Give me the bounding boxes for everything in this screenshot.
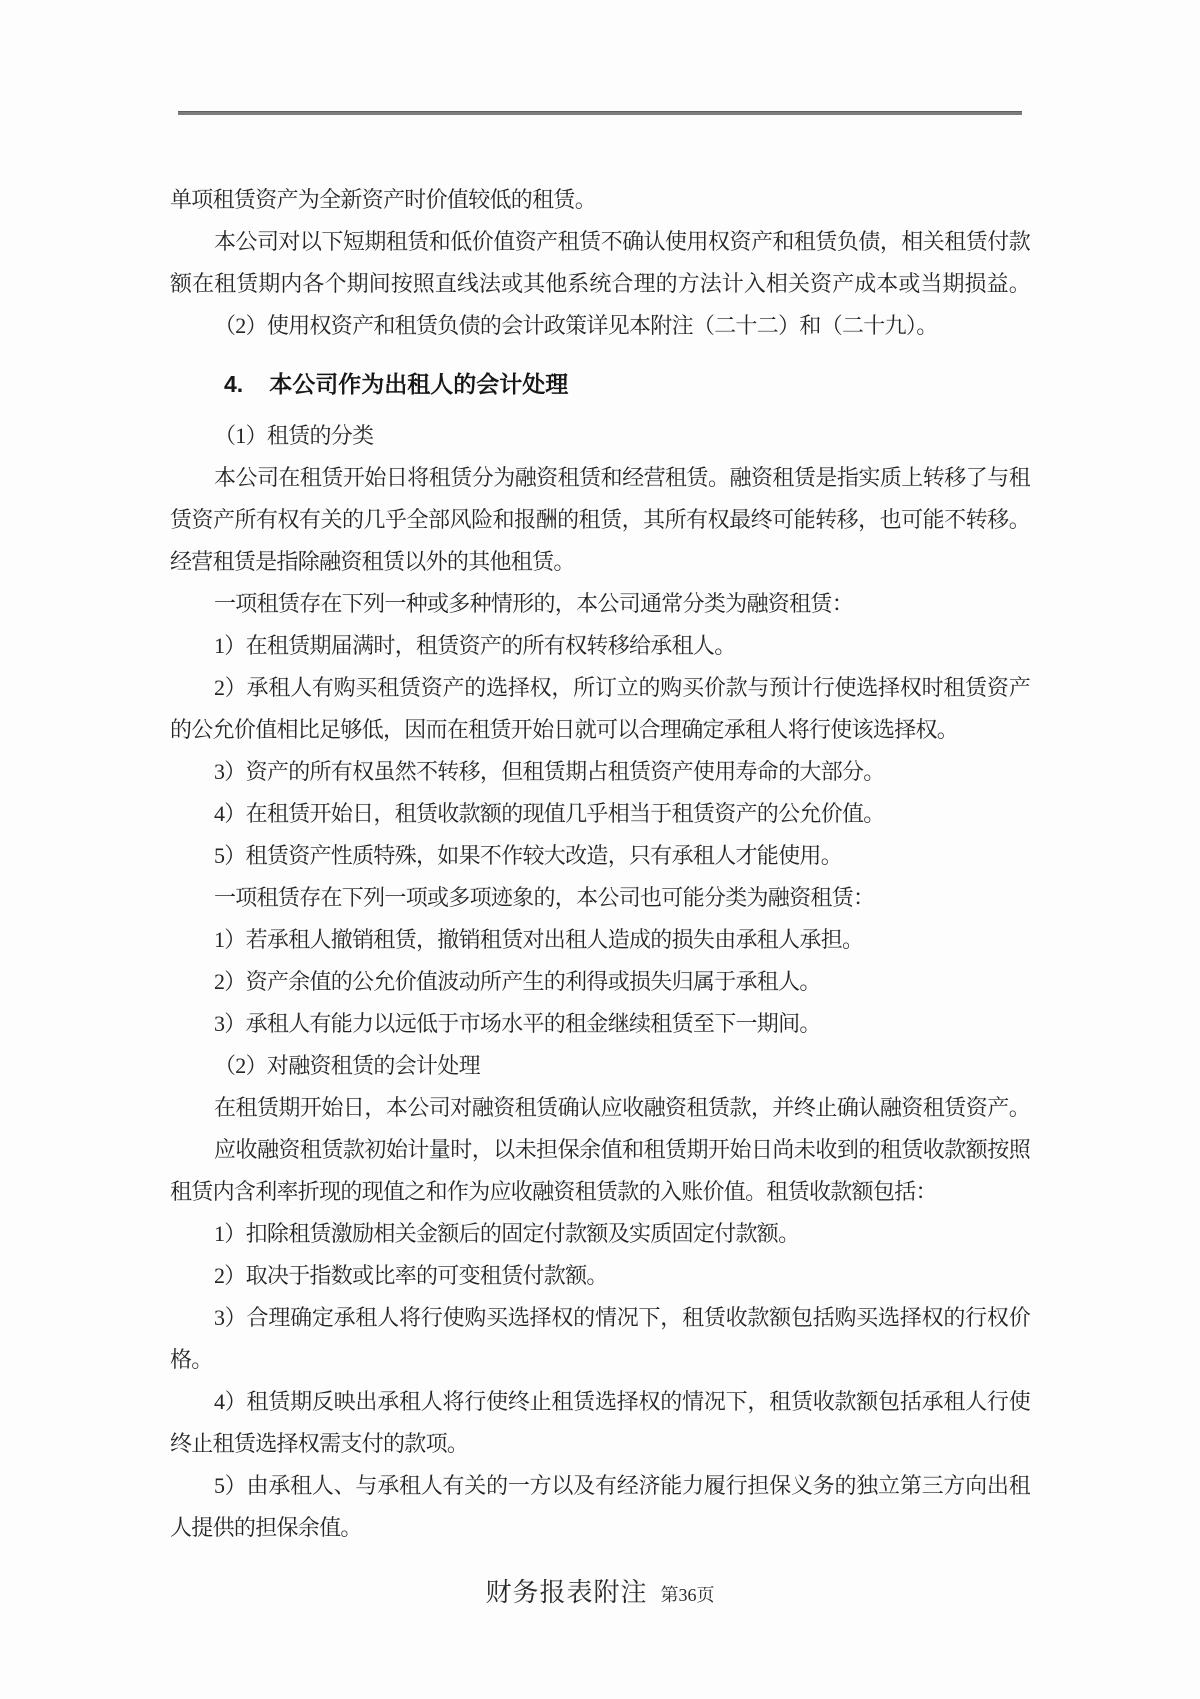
section-title: 本公司作为出租人的会计处理 [269, 371, 569, 397]
footer-container [170, 1561, 1030, 1613]
text-line: 格。 [170, 1347, 213, 1372]
text-line: 4）租赁期反映出承租人将行使终止租赁选择权的情况下，租赁收款额包括承租人行使 [214, 1389, 1030, 1414]
header-rule [178, 111, 1022, 115]
text-line: 5）租赁资产性质特殊，如果不作较大改造，只有承租人才能使用。 [214, 843, 843, 868]
text-line: 3）承租人有能力以远低于市场水平的租金继续租赁至下一期间。 [214, 1011, 821, 1036]
text-line: 2）资产余值的公允价值波动所产生的利得或损失归属于承租人。 [214, 969, 821, 994]
text-line: 经营租赁是指除融资租赁以外的其他租赁。 [170, 549, 575, 574]
section-number: 4. [224, 371, 244, 397]
text-line: 一项租赁存在下列一种或多种情形的，本公司通常分类为融资租赁： [214, 591, 854, 616]
footer-title: 财务报表附注 [485, 1578, 648, 1607]
text-line: 额在租赁期内各个期间按照直线法或其他系统合理的方法计入相关资产成本或当期损益。 [170, 271, 1030, 296]
text-line: 3）资产的所有权虽然不转移，但租赁期占租赁资产使用寿命的大部分。 [214, 759, 885, 784]
text-line: 1）若承租人撤销租赁，撤销租赁对出租人造成的损失由承租人承担。 [214, 927, 864, 952]
text-line: 一项租赁存在下列一项或多项迹象的，本公司也可能分类为融资租赁： [214, 885, 875, 910]
text-line: 2）承租人有购买租赁资产的选择权，所订立的购买价款与预计行使选择权时租赁资产 [214, 675, 1030, 700]
text-line: 人提供的担保余值。 [170, 1515, 362, 1540]
text-line: （2）对融资租赁的会计处理 [214, 1053, 480, 1078]
section-heading [170, 363, 1030, 405]
text-line: 2）取决于指数或比率的可变租赁付款额。 [214, 1263, 608, 1288]
text-line: 单项租赁资产为全新资产时价值较低的租赁。 [170, 187, 597, 212]
text-line: 4）在租赁开始日，租赁收款额的现值几乎相当于租赁资产的公允价值。 [214, 801, 885, 826]
text-line: 3）合理确定承租人将行使购买选择权的情况下，租赁收款额包括购买选择权的行权价 [214, 1305, 1030, 1330]
text-line: （1）租赁的分类 [214, 423, 374, 448]
text-line: 租赁内含利率折现的现值之和作为应收融资租赁款的入账价值。租赁收款额包括： [170, 1179, 937, 1204]
text-line: 终止租赁选择权需支付的款项。 [170, 1431, 469, 1456]
text-line: 本公司对以下短期租赁和低价值资产租赁不确认使用权资产和租赁负债，相关租赁付款 [214, 229, 1030, 254]
text-line: 1）扣除租赁激励相关金额后的固定付款额及实质固定付款额。 [214, 1221, 800, 1246]
text-line: 在租赁期开始日，本公司对融资租赁确认应收融资租赁款，并终止确认融资租赁资产。 [214, 1095, 1030, 1120]
text-line: 1）在租赁期届满时，租赁资产的所有权转移给承租人。 [214, 633, 736, 658]
text-line: 本公司在租赁开始日将租赁分为融资租赁和经营租赁。融资租赁是指实质上转移了与租 [214, 465, 1030, 490]
text-line: （2）使用权资产和租赁负债的会计政策详见本附注（二十二）和（二十九）。 [214, 313, 938, 338]
page-footer [170, 1573, 1030, 1613]
text-line: 5）由承租人、与承租人有关的一方以及有经济能力履行担保义务的独立第三方向出租 [214, 1473, 1030, 1498]
document-body [170, 179, 1030, 1549]
text-line: 赁资产所有权有关的几乎全部风险和报酬的租赁，其所有权最终可能转移，也可能不转移。 [170, 507, 1030, 532]
footer-page-number: 第36页 [660, 1585, 715, 1605]
text-line: 的公允价值相比足够低，因而在租赁开始日就可以合理确定承租人将行使该选择权。 [170, 717, 959, 742]
text-line: 应收融资租赁款初始计量时，以未担保余值和租赁期开始日尚未收到的租赁收款额按照 [214, 1137, 1030, 1162]
